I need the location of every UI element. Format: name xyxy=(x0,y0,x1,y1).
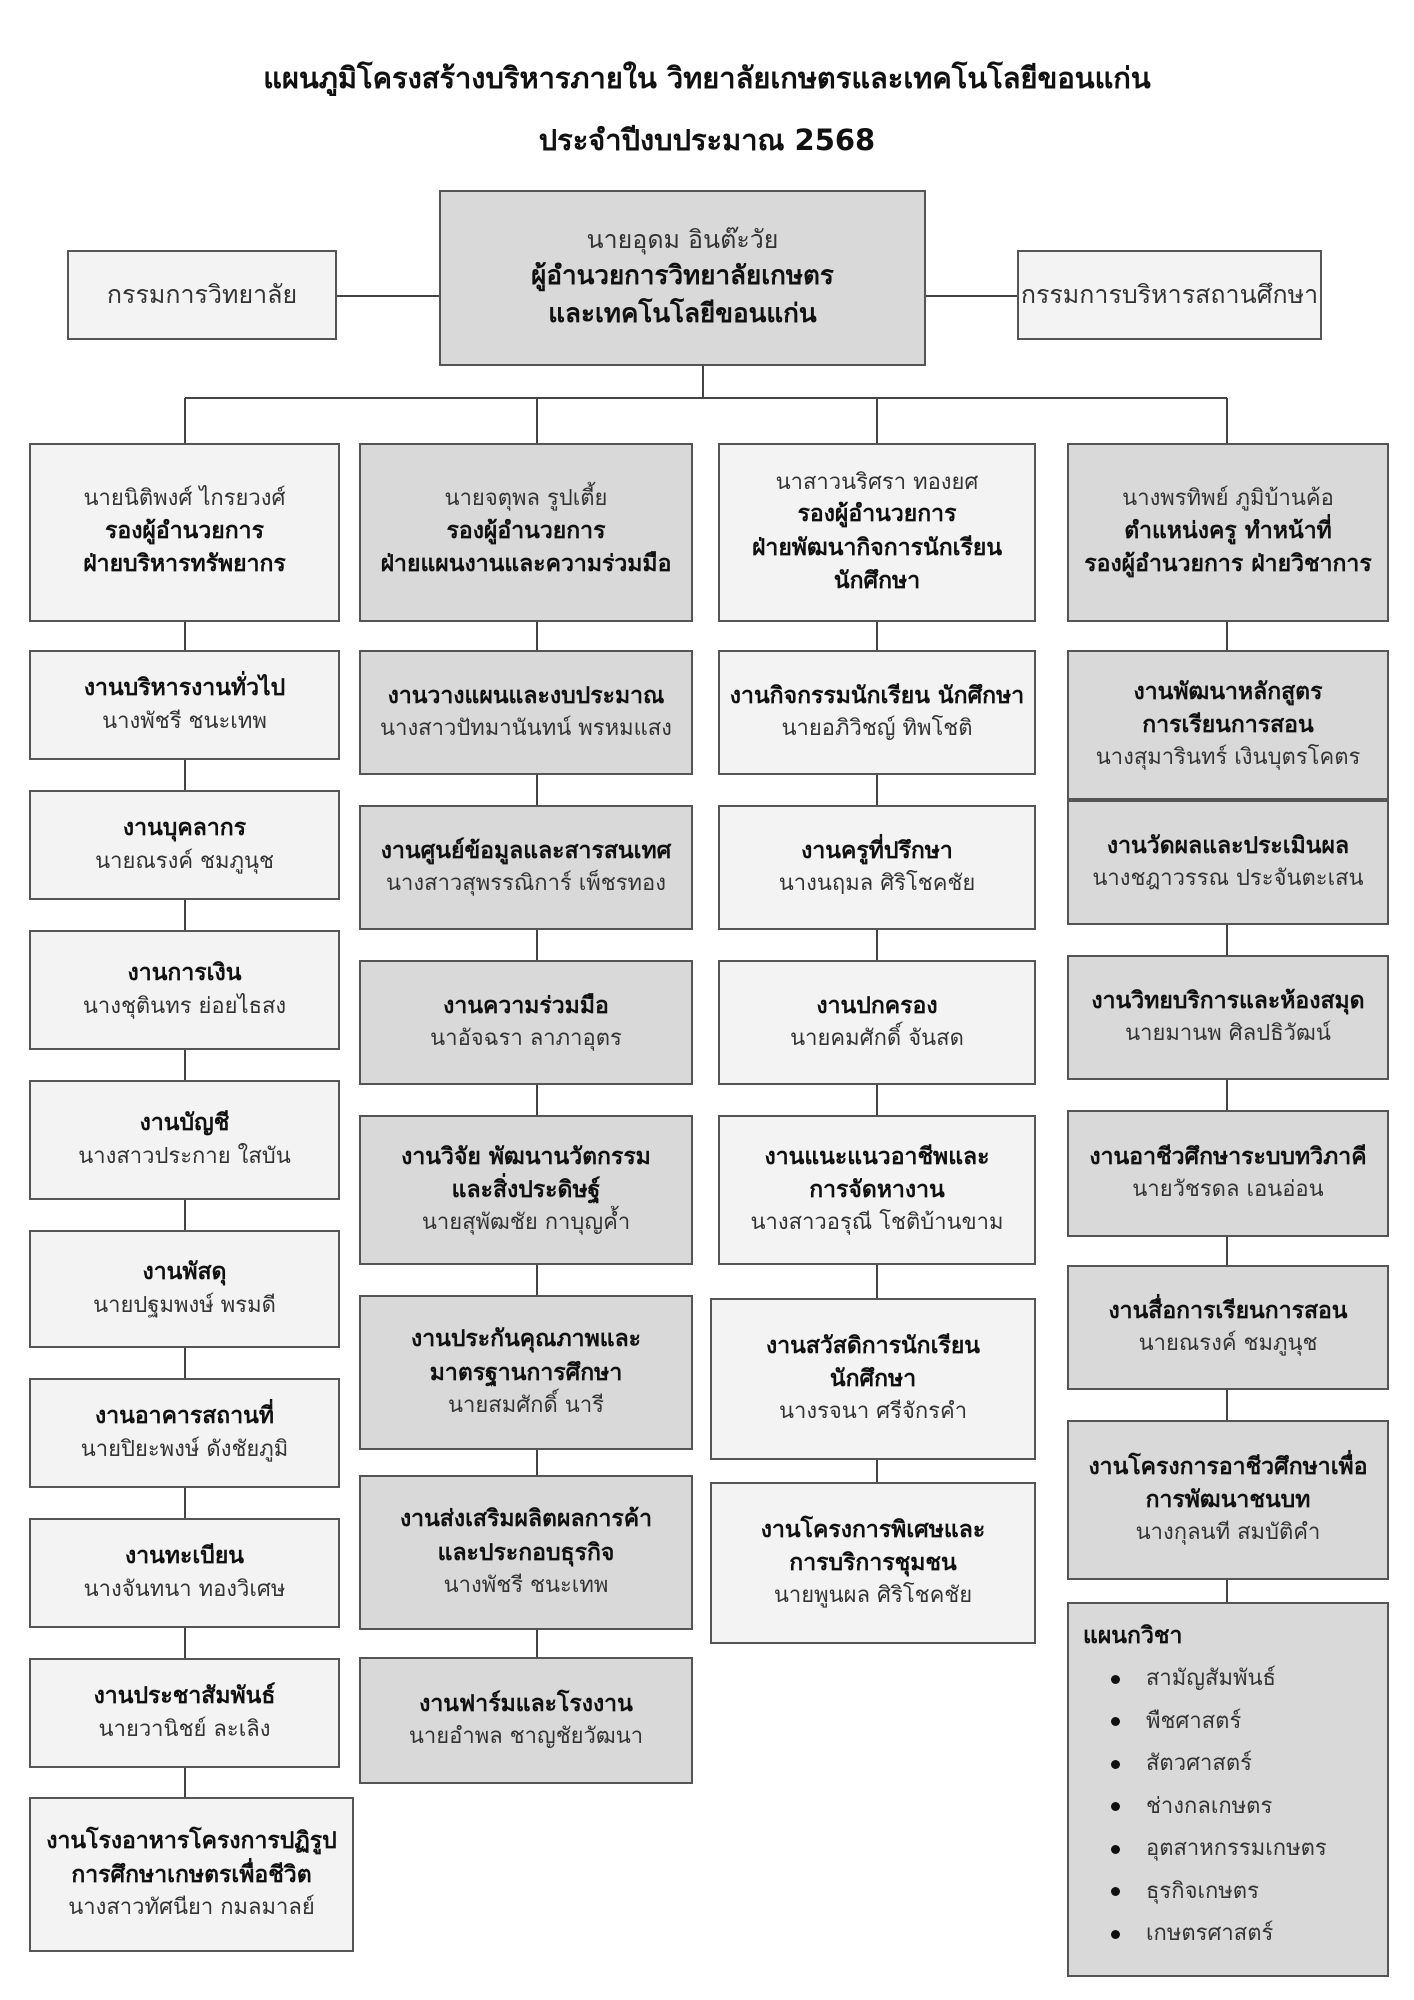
unit-title-line2: นักศึกษา xyxy=(829,1366,917,1393)
unit-person: นางพัชรี ชนะเทพ xyxy=(443,1572,609,1598)
unit-person: นายคมศักดิ์ จันสด xyxy=(790,1026,964,1052)
unit-registration xyxy=(29,1518,340,1628)
unit-title: งานสวัสดิการนักเรียน xyxy=(765,1332,981,1359)
unit-person: นายณรงค์ ชมภูนุช xyxy=(95,848,274,874)
unit-special-projects xyxy=(710,1482,1036,1644)
unit-title: งานฟาร์มและโรงงาน xyxy=(419,1690,633,1717)
unit-title-line2: มาตรฐานการศึกษา xyxy=(429,1359,623,1386)
unit-title-line2: การบริการชุมชน xyxy=(789,1550,957,1577)
department-item xyxy=(1111,1658,1373,1701)
unit-person: นาอัจฉรา ลาภาอุตร xyxy=(430,1026,622,1052)
unit-dual-vocational xyxy=(1067,1110,1389,1237)
unit-finance xyxy=(29,930,340,1050)
unit-person: นายปิยะพงษ์ ดังชัยภูมิ xyxy=(80,1436,289,1462)
unit-person: นางสาวสุพรรณิการ์ เพ็ชรทอง xyxy=(386,871,666,897)
department-label: เกษตรศาสตร์ xyxy=(1146,1921,1274,1946)
bullet-icon xyxy=(1111,1802,1120,1811)
unit-assessment xyxy=(1067,800,1389,925)
unit-curriculum xyxy=(1067,650,1389,800)
unit-title: งานวิจัย พัฒนานวัตกรรม xyxy=(401,1143,651,1170)
unit-quality-assurance xyxy=(359,1295,693,1450)
unit-title: งานวางแผนและงบประมาณ xyxy=(387,682,665,709)
unit-title: งานบริหารงานทั่วไป xyxy=(83,675,286,702)
unit-farm-factory xyxy=(359,1657,693,1784)
unit-title: งานวัดผลและประเมินผล xyxy=(1106,832,1350,859)
deputy-title: รองผู้อำนวยการ xyxy=(105,518,264,545)
unit-title: งานประกันคุณภาพและ xyxy=(410,1326,642,1353)
admin-committee-label: กรรมการบริหารสถานศึกษา xyxy=(1020,279,1319,309)
unit-cafeteria-project xyxy=(29,1797,354,1952)
deputy-name: นาสาวนริศรา ทองยศ xyxy=(775,469,979,495)
unit-cooperation xyxy=(359,960,693,1085)
unit-information-center xyxy=(359,805,693,930)
unit-teaching-media xyxy=(1067,1265,1389,1390)
departments-box xyxy=(1067,1602,1389,1977)
bullet-icon xyxy=(1111,1845,1120,1854)
department-label: อุตสาหกรรมเกษตร xyxy=(1146,1836,1327,1861)
departments-list xyxy=(1083,1658,1373,1956)
unit-title: งานวิทยบริการและห้องสมุด xyxy=(1091,987,1365,1014)
deputy-division-line3: นักศึกษา xyxy=(833,568,921,595)
bullet-icon xyxy=(1111,1930,1120,1939)
deputy-title: ตำแหน่งครู ทำหน้าที่ xyxy=(1124,518,1332,545)
chart-title-line2: ประจำปีงบประมาณ 2568 xyxy=(538,123,876,157)
unit-title: งานประชาสัมพันธ์ xyxy=(93,1683,276,1710)
unit-title-line2: การจัดหางาน xyxy=(809,1177,945,1204)
deputy-title: รองผู้อำนวยการ xyxy=(797,501,957,528)
department-label: สัตวศาสตร์ xyxy=(1146,1751,1252,1776)
department-label: สามัญสัมพันธ์ xyxy=(1146,1666,1276,1691)
unit-title-line2: การเรียนการสอน xyxy=(1142,712,1314,739)
department-item xyxy=(1111,1871,1373,1914)
unit-person: นางชฎาวรรณ ประจันตะเสน xyxy=(1092,866,1364,892)
director-box xyxy=(439,190,926,366)
unit-title: งานทะเบียน xyxy=(124,1543,245,1570)
director-title-line1: ผู้อำนวยการวิทยาลัยเกษตร xyxy=(531,261,834,292)
deputy-division: รองผู้อำนวยการ ฝ่ายวิชาการ xyxy=(1084,551,1372,578)
unit-person: นางกุลนที สมบัติคำ xyxy=(1135,1520,1321,1546)
unit-person: นายปฐมพงษ์ พรมดี xyxy=(93,1292,276,1318)
unit-title: งานครูที่ปรึกษา xyxy=(801,837,953,864)
unit-title: งานความร่วมมือ xyxy=(443,992,609,1019)
unit-title-line2: การพัฒนาชนบท xyxy=(1145,1487,1311,1514)
unit-person: นางพัชรี ชนะเทพ xyxy=(102,708,267,734)
unit-title: งานพัฒนาหลักสูตร xyxy=(1133,678,1323,705)
unit-title: งานกิจกรรมนักเรียน นักศึกษา xyxy=(729,682,1025,709)
unit-business-promotion xyxy=(359,1475,693,1630)
department-item xyxy=(1111,1913,1373,1956)
chart-title-line1: แผนภูมิโครงสร้างบริหารภายใน วิทยาลัยเกษตรและเทคโนโลยีขอนแก่น xyxy=(263,61,1151,95)
unit-personnel xyxy=(29,790,340,900)
unit-rural-development xyxy=(1067,1420,1389,1580)
unit-library xyxy=(1067,955,1389,1080)
unit-discipline xyxy=(718,960,1036,1085)
unit-public-relations xyxy=(29,1658,340,1768)
unit-title: งานสื่อการเรียนการสอน xyxy=(1108,1297,1348,1324)
deputy-division: ฝ่ายพัฒนากิจการนักเรียน xyxy=(751,534,1003,561)
bullet-icon xyxy=(1111,1675,1120,1684)
unit-person: นางสาวอรุณี โชติบ้านขาม xyxy=(750,1210,1004,1236)
unit-title: งานอาคารสถานที่ xyxy=(94,1403,274,1430)
bullet-icon xyxy=(1111,1887,1120,1896)
unit-person: นางรจนา ศรีจักรคำ xyxy=(778,1399,968,1425)
deputy-name: นางพรทิพย์ ภูมิบ้านค้อ xyxy=(1122,486,1334,512)
unit-person: นายสุพัฒชัย กาบุญค้ำ xyxy=(421,1210,631,1236)
department-label: พืชศาสตร์ xyxy=(1146,1708,1242,1734)
department-item xyxy=(1111,1743,1373,1786)
unit-accounting xyxy=(29,1080,340,1200)
unit-student-welfare xyxy=(710,1298,1036,1460)
deputy-planning-box xyxy=(359,443,693,622)
unit-person: นางสาวประกาย ใสบัน xyxy=(78,1143,291,1169)
unit-person: นายอภิวิชญ์ ทิพโชติ xyxy=(781,716,973,742)
department-label: ช่างกลเกษตร xyxy=(1146,1793,1273,1819)
department-item xyxy=(1111,1828,1373,1871)
unit-title: งานพัสดุ xyxy=(142,1259,227,1286)
deputy-student-affairs-box xyxy=(718,443,1036,622)
unit-supplies xyxy=(29,1230,340,1348)
unit-person: นางจันทนา ทองวิเศษ xyxy=(83,1576,286,1602)
departments-title: แผนกวิชา xyxy=(1083,1623,1183,1649)
unit-title: งานโรงอาหารโครงการปฏิรูป xyxy=(46,1828,337,1855)
unit-person: นายอำพล ชาญชัยวัฒนา xyxy=(408,1724,644,1750)
bullet-icon xyxy=(1111,1717,1120,1726)
department-label: ธุรกิจเกษตร xyxy=(1146,1878,1259,1904)
unit-person: นายณรงค์ ชมภูนุช xyxy=(1138,1331,1318,1357)
admin-committee-box xyxy=(1017,250,1322,340)
unit-advisors xyxy=(718,805,1036,930)
unit-title: งานการเงิน xyxy=(127,960,242,987)
unit-research-innovation xyxy=(359,1115,693,1265)
unit-title: งานโครงการพิเศษและ xyxy=(760,1516,986,1543)
unit-title: งานบัญชี xyxy=(139,1110,230,1137)
director-name: นายอุดม อินต๊ะวัย xyxy=(586,225,779,255)
deputy-name: นายจตุพล รูปเตี้ย xyxy=(444,486,608,512)
unit-person: นางสาวปัทมานันทน์ พรหมแสง xyxy=(380,716,672,742)
unit-career-guidance xyxy=(718,1115,1036,1265)
unit-person: นายมานพ ศิลปธิวัฒน์ xyxy=(1125,1021,1331,1047)
unit-title: งานส่งเสริมผลิตผลการค้า xyxy=(399,1506,653,1533)
unit-person: นางสาวทัศนียา กมลมาลย์ xyxy=(68,1894,315,1920)
college-committee-label: กรรมการวิทยาลัย xyxy=(106,279,298,309)
unit-person: นางชุตินทร ย่อยไธสง xyxy=(82,993,287,1019)
unit-title: งานอาชีวศึกษาระบบทวิภาคี xyxy=(1089,1143,1367,1170)
college-committee-box xyxy=(67,250,337,340)
unit-title: งานแนะแนวอาชีพและ xyxy=(764,1143,990,1170)
unit-person: นางนฤมล ศิริโชคชัย xyxy=(778,871,976,897)
unit-planning-budget xyxy=(359,650,693,775)
unit-person: นายวานิชย์ ละเลิง xyxy=(98,1716,271,1742)
unit-title-line2: และประกอบธุรกิจ xyxy=(437,1539,615,1566)
unit-general-admin xyxy=(29,650,340,760)
bullet-icon xyxy=(1111,1760,1120,1769)
department-item xyxy=(1111,1701,1373,1744)
unit-title: งานบุคลากร xyxy=(122,815,247,842)
deputy-division: ฝ่ายแผนงานและความร่วมมือ xyxy=(380,551,672,578)
unit-person: นางสุมารินทร์ เงินบุตรโคตร xyxy=(1095,745,1361,771)
department-item xyxy=(1111,1786,1373,1829)
unit-title: งานศูนย์ข้อมูลและสารสนเทศ xyxy=(380,837,672,864)
deputy-title: รองผู้อำนวยการ xyxy=(446,518,606,545)
unit-title-line2: และสิ่งประดิษฐ์ xyxy=(451,1177,601,1204)
unit-title: งานโครงการอาชีวศึกษาเพื่อ xyxy=(1088,1453,1368,1480)
unit-buildings xyxy=(29,1378,340,1488)
deputy-division: ฝ่ายบริหารทรัพยากร xyxy=(83,551,286,578)
director-title-line2: และเทคโนโลยีขอนแก่น xyxy=(548,299,817,330)
unit-person: นายพูนผล ศิริโชคชัย xyxy=(773,1583,973,1609)
unit-title: งานปกครอง xyxy=(816,992,938,1019)
unit-title-line2: การศึกษาเกษตรเพื่อชีวิต xyxy=(71,1861,312,1888)
deputy-name: นายนิติพงศ์ ไกรยวงศ์ xyxy=(83,486,286,512)
unit-student-activities xyxy=(718,650,1036,775)
unit-person: นายวัชรดล เอนอ่อน xyxy=(1132,1177,1324,1203)
deputy-academic-box xyxy=(1067,443,1389,622)
deputy-resources-box xyxy=(29,443,340,622)
unit-person: นายสมศักดิ์ นารี xyxy=(448,1392,604,1418)
